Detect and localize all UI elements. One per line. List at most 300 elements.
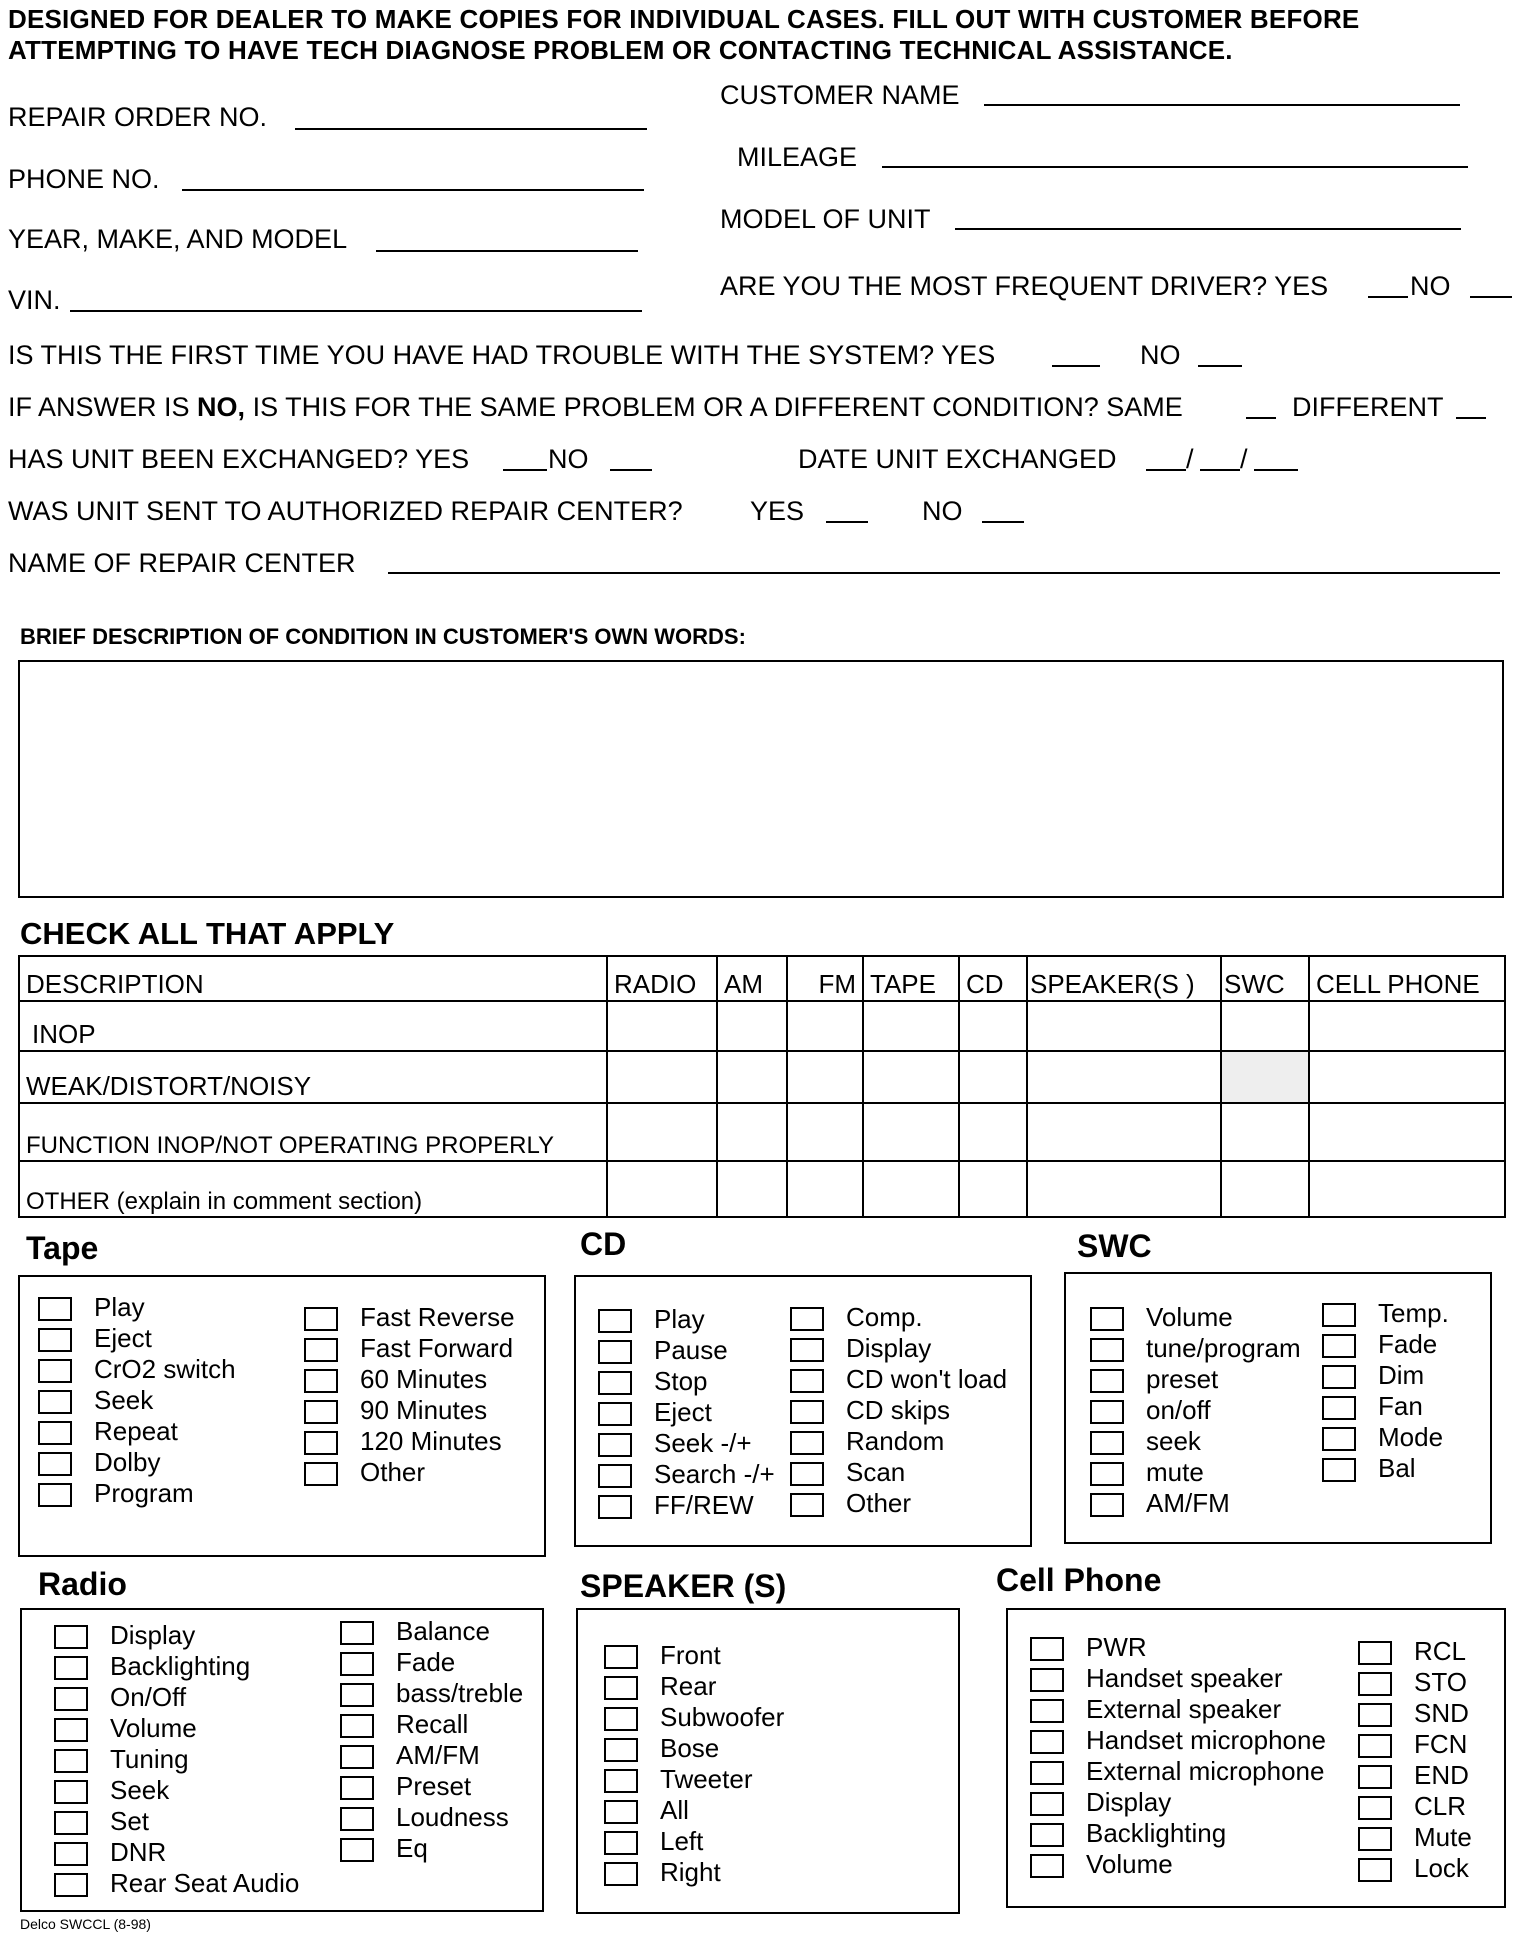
frequent-driver-no-label: NO bbox=[1410, 271, 1451, 301]
checkbox-label: Display bbox=[846, 1333, 932, 1363]
grid-cell[interactable] bbox=[787, 1161, 863, 1217]
form-code: Delco SWCCL (8-98) bbox=[20, 1916, 151, 1932]
col-description: DESCRIPTION bbox=[19, 956, 607, 1001]
grid-cell[interactable] bbox=[959, 1051, 1027, 1103]
checkbox-item-cell[interactable] bbox=[1030, 1694, 1281, 1724]
vin-label: VIN. bbox=[8, 285, 61, 315]
checkbox-item-speaker[interactable] bbox=[604, 1826, 703, 1856]
grid-cell[interactable] bbox=[1027, 1051, 1221, 1103]
checkbox-label: Play bbox=[654, 1304, 705, 1334]
date-slash-2: / bbox=[1240, 444, 1248, 474]
checkbox[interactable] bbox=[598, 1371, 632, 1395]
checkbox[interactable] bbox=[1358, 1641, 1392, 1665]
checkbox-item-swc[interactable] bbox=[1322, 1360, 1424, 1390]
checkbox-item-cell[interactable] bbox=[1030, 1849, 1173, 1879]
grid-cell[interactable] bbox=[1309, 1103, 1505, 1161]
checkbox-item-tape[interactable] bbox=[38, 1354, 236, 1384]
checkbox[interactable] bbox=[1358, 1796, 1392, 1820]
if-answer-prefix: IF ANSWER IS bbox=[8, 392, 190, 422]
problem-grid bbox=[18, 955, 1506, 1218]
grid-cell[interactable] bbox=[1027, 1103, 1221, 1161]
speaker-title: SPEAKER (S) bbox=[580, 1568, 787, 1604]
checkbox[interactable] bbox=[38, 1390, 72, 1414]
customer-name-field[interactable] bbox=[984, 104, 1460, 106]
checkbox-item-cd[interactable] bbox=[598, 1304, 705, 1334]
checkbox[interactable] bbox=[790, 1431, 824, 1455]
checkbox[interactable] bbox=[598, 1340, 632, 1364]
checkbox[interactable] bbox=[1090, 1338, 1124, 1362]
checkbox[interactable] bbox=[1090, 1307, 1124, 1331]
row-label-inop: INOP bbox=[19, 1001, 607, 1051]
checkbox-item-radio[interactable] bbox=[54, 1744, 189, 1774]
checkbox-item-cd[interactable] bbox=[790, 1364, 1007, 1394]
checkbox[interactable] bbox=[1030, 1823, 1064, 1847]
vin-field[interactable] bbox=[70, 310, 642, 312]
checkbox[interactable] bbox=[54, 1718, 88, 1742]
checkbox-item-tape[interactable] bbox=[38, 1385, 153, 1415]
checkbox[interactable] bbox=[1322, 1303, 1356, 1327]
checkbox-label: Display bbox=[110, 1620, 196, 1650]
checkbox-label: Bal bbox=[1378, 1453, 1416, 1483]
if-answer-line bbox=[8, 392, 1183, 423]
checkbox[interactable] bbox=[38, 1297, 72, 1321]
checkbox-item-swc[interactable] bbox=[1322, 1329, 1437, 1359]
checkbox[interactable] bbox=[1322, 1458, 1356, 1482]
checkbox-item-radio[interactable] bbox=[54, 1682, 186, 1712]
checkbox-item-swc[interactable] bbox=[1322, 1391, 1423, 1421]
repair-order-field[interactable] bbox=[295, 128, 647, 130]
table-row bbox=[19, 1103, 1505, 1161]
checkbox[interactable] bbox=[38, 1359, 72, 1383]
checkbox-item-radio[interactable] bbox=[340, 1802, 509, 1832]
checkbox-item-cd[interactable] bbox=[598, 1366, 708, 1396]
checkbox-item-speaker[interactable] bbox=[604, 1640, 721, 1670]
checkbox-label: Backlighting bbox=[1086, 1818, 1227, 1848]
checkbox-item-cd[interactable] bbox=[598, 1490, 754, 1520]
checkbox-item-swc[interactable] bbox=[1322, 1298, 1449, 1328]
checkbox[interactable] bbox=[38, 1483, 72, 1507]
checkbox[interactable] bbox=[38, 1452, 72, 1476]
checkbox-label: Other bbox=[846, 1488, 912, 1518]
exchanged-no-field[interactable] bbox=[610, 469, 652, 471]
checkbox[interactable] bbox=[604, 1676, 638, 1700]
checkbox-item-cell[interactable] bbox=[1358, 1853, 1469, 1883]
checkbox-item-speaker[interactable] bbox=[604, 1795, 689, 1825]
checkbox[interactable] bbox=[54, 1873, 88, 1897]
checkbox-label: Recall bbox=[396, 1709, 469, 1739]
checkbox-item-cd[interactable] bbox=[598, 1397, 712, 1427]
checkbox-item-radio[interactable] bbox=[54, 1868, 299, 1898]
checkbox-item-swc[interactable] bbox=[1322, 1422, 1443, 1452]
if-answer-no: NO, bbox=[197, 392, 246, 422]
checkbox-item-tape[interactable] bbox=[304, 1364, 487, 1394]
checkbox[interactable] bbox=[304, 1307, 338, 1331]
checkbox-label: External speaker bbox=[1086, 1694, 1282, 1724]
checkbox-item-cd[interactable] bbox=[790, 1488, 911, 1518]
checkbox-item-cd[interactable] bbox=[790, 1426, 944, 1456]
sent-repair-yes-label: YES bbox=[750, 496, 805, 526]
checkbox[interactable] bbox=[598, 1495, 632, 1519]
grid-cell[interactable] bbox=[717, 1001, 787, 1051]
checkbox-label: on/off bbox=[1146, 1395, 1211, 1425]
first-time-no-label: NO bbox=[1140, 340, 1181, 370]
first-time-yes-field[interactable] bbox=[1052, 365, 1100, 367]
grid-cell[interactable] bbox=[1221, 1161, 1309, 1217]
checkbox[interactable] bbox=[1358, 1827, 1392, 1851]
checkbox-label: DNR bbox=[110, 1837, 167, 1867]
checkbox[interactable] bbox=[790, 1400, 824, 1424]
checkbox[interactable] bbox=[1030, 1792, 1064, 1816]
checkbox-label: Display bbox=[1086, 1787, 1172, 1817]
checkbox[interactable] bbox=[340, 1714, 374, 1738]
checkbox-label: Front bbox=[660, 1640, 721, 1670]
checkbox-item-radio[interactable] bbox=[340, 1616, 490, 1646]
col-am: AM bbox=[717, 956, 787, 1001]
different-label: DIFFERENT bbox=[1292, 392, 1444, 422]
checkbox-label: Rear Seat Audio bbox=[110, 1868, 300, 1898]
date-year-field[interactable] bbox=[1254, 469, 1298, 471]
checkbox-label: Seek bbox=[94, 1385, 154, 1415]
table-row bbox=[19, 1161, 1505, 1217]
checkbox-label: Seek bbox=[110, 1775, 170, 1805]
checkbox[interactable] bbox=[54, 1811, 88, 1835]
grid-cell[interactable] bbox=[1221, 1001, 1309, 1051]
grid-cell[interactable] bbox=[863, 1161, 959, 1217]
grid-cell[interactable] bbox=[959, 1001, 1027, 1051]
checkbox[interactable] bbox=[340, 1683, 374, 1707]
checkbox-label: Right bbox=[660, 1857, 721, 1887]
same-field[interactable] bbox=[1246, 417, 1276, 419]
checkbox-item-radio[interactable] bbox=[54, 1775, 169, 1805]
grid-cell[interactable] bbox=[607, 1001, 717, 1051]
sent-repair-no-field[interactable] bbox=[982, 521, 1024, 523]
year-make-model-label: YEAR, MAKE, AND MODEL bbox=[8, 224, 348, 254]
checkbox-item-tape[interactable] bbox=[304, 1395, 487, 1425]
if-answer-rest: IS THIS FOR THE SAME PROBLEM OR A DIFFERENT CONDITION? SAME bbox=[252, 392, 1183, 422]
checkbox-label: Lock bbox=[1414, 1853, 1469, 1883]
checkbox[interactable] bbox=[304, 1400, 338, 1424]
checkbox-item-cell[interactable] bbox=[1358, 1791, 1466, 1821]
checkbox[interactable] bbox=[604, 1831, 638, 1855]
checkbox[interactable] bbox=[304, 1431, 338, 1455]
checkbox[interactable] bbox=[340, 1652, 374, 1676]
checkbox-label: SND bbox=[1414, 1698, 1469, 1728]
checkbox-item-radio[interactable] bbox=[54, 1713, 197, 1743]
checkbox[interactable] bbox=[1322, 1334, 1356, 1358]
checkbox-item-cell[interactable] bbox=[1358, 1729, 1467, 1759]
checkbox-item-cell[interactable] bbox=[1030, 1725, 1326, 1755]
checkbox-label: CD won't load bbox=[846, 1364, 1008, 1394]
checkbox[interactable] bbox=[1322, 1427, 1356, 1451]
date-day-field[interactable] bbox=[1200, 469, 1240, 471]
checkbox-item-cell[interactable] bbox=[1358, 1822, 1472, 1852]
sent-repair-label: WAS UNIT SENT TO AUTHORIZED REPAIR CENTER? bbox=[8, 496, 683, 526]
checkbox-item-cell[interactable] bbox=[1030, 1632, 1147, 1662]
checkbox-item-radio[interactable] bbox=[54, 1651, 250, 1681]
repair-center-field[interactable] bbox=[388, 572, 1500, 574]
checkbox-item-cell[interactable] bbox=[1030, 1663, 1283, 1693]
checkbox-item-cell[interactable] bbox=[1358, 1667, 1467, 1697]
checkbox[interactable] bbox=[54, 1749, 88, 1773]
exchanged-no-label: NO bbox=[548, 444, 589, 474]
checkbox-item-cell[interactable] bbox=[1358, 1698, 1469, 1728]
exchanged-label: HAS UNIT BEEN EXCHANGED? YES bbox=[8, 444, 470, 474]
checkbox-item-cell[interactable] bbox=[1030, 1818, 1226, 1848]
checkbox-item-cell[interactable] bbox=[1030, 1756, 1324, 1786]
checkbox-item-radio[interactable] bbox=[54, 1620, 195, 1650]
checkbox-item-swc[interactable] bbox=[1090, 1488, 1230, 1518]
checkbox-label: bass/treble bbox=[396, 1678, 524, 1708]
col-cd: CD bbox=[959, 956, 1027, 1001]
checkbox-item-swc[interactable] bbox=[1322, 1453, 1416, 1483]
checkbox-label: External microphone bbox=[1086, 1756, 1325, 1786]
checkbox-label: seek bbox=[1146, 1426, 1201, 1456]
checkbox[interactable] bbox=[304, 1462, 338, 1486]
checkbox[interactable] bbox=[790, 1462, 824, 1486]
checkbox-label: Dim bbox=[1378, 1360, 1425, 1390]
checkbox[interactable] bbox=[1030, 1699, 1064, 1723]
exchanged-yes-field[interactable] bbox=[503, 469, 547, 471]
checkbox-item-radio[interactable] bbox=[340, 1740, 480, 1770]
checkbox-label: CrO2 switch bbox=[94, 1354, 236, 1384]
col-tape: TAPE bbox=[863, 956, 959, 1001]
sent-repair-no-label: NO bbox=[922, 496, 963, 526]
checkbox-item-radio[interactable] bbox=[340, 1709, 468, 1739]
checkbox-label: Seek -/+ bbox=[654, 1428, 752, 1458]
checkbox[interactable] bbox=[790, 1307, 824, 1331]
checkbox[interactable] bbox=[1090, 1369, 1124, 1393]
checkbox[interactable] bbox=[1030, 1668, 1064, 1692]
checkbox[interactable] bbox=[1090, 1431, 1124, 1455]
checkbox-label: Mode bbox=[1378, 1422, 1444, 1452]
model-of-unit-field[interactable] bbox=[955, 228, 1461, 230]
checkbox[interactable] bbox=[38, 1328, 72, 1352]
checkbox[interactable] bbox=[598, 1433, 632, 1457]
col-speakers: SPEAKER(S ) bbox=[1027, 956, 1221, 1001]
checkbox-label: Bose bbox=[660, 1733, 720, 1763]
frequent-driver-label: ARE YOU THE MOST FREQUENT DRIVER? YES bbox=[720, 271, 1329, 301]
row-label-function: FUNCTION INOP/NOT OPERATING PROPERLY bbox=[19, 1103, 607, 1161]
checkbox[interactable] bbox=[604, 1862, 638, 1886]
checkbox[interactable] bbox=[1358, 1734, 1392, 1758]
checkbox-item-cell[interactable] bbox=[1030, 1787, 1171, 1817]
checkbox[interactable] bbox=[598, 1309, 632, 1333]
checkbox[interactable] bbox=[604, 1738, 638, 1762]
checkbox[interactable] bbox=[1358, 1858, 1392, 1882]
mileage-field[interactable] bbox=[882, 166, 1468, 168]
checkbox-item-tape[interactable] bbox=[38, 1478, 194, 1508]
grid-cell[interactable] bbox=[1221, 1103, 1309, 1161]
checkbox-label: Left bbox=[660, 1826, 704, 1856]
checkbox[interactable] bbox=[604, 1707, 638, 1731]
date-slash-1: / bbox=[1186, 444, 1194, 474]
checkbox-label: STO bbox=[1414, 1667, 1467, 1697]
checkbox[interactable] bbox=[790, 1338, 824, 1362]
checkbox-item-radio[interactable] bbox=[340, 1771, 471, 1801]
first-time-no-field[interactable] bbox=[1198, 365, 1242, 367]
checkbox[interactable] bbox=[1090, 1400, 1124, 1424]
checkbox-label: Search -/+ bbox=[654, 1459, 775, 1489]
header-line-1: DESIGNED FOR DEALER TO MAKE COPIES FOR INDIVIDUAL CASES. FILL OUT WITH CUSTOMER BEFORE bbox=[8, 4, 1360, 34]
grid-cell[interactable] bbox=[1027, 1161, 1221, 1217]
checkbox-item-tape[interactable] bbox=[38, 1323, 152, 1353]
checkbox-label: Scan bbox=[846, 1457, 906, 1487]
phone-field[interactable] bbox=[182, 189, 644, 191]
checkbox-item-swc[interactable] bbox=[1090, 1364, 1218, 1394]
checkbox-label: Balance bbox=[396, 1616, 490, 1646]
frequent-driver-yes-field[interactable] bbox=[1368, 296, 1408, 298]
checkbox-label: Pause bbox=[654, 1335, 728, 1365]
checkbox[interactable] bbox=[1030, 1730, 1064, 1754]
checkbox-label: Repeat bbox=[94, 1416, 178, 1446]
checkbox-item-swc[interactable] bbox=[1090, 1333, 1301, 1363]
grid-cell[interactable] bbox=[1309, 1051, 1505, 1103]
checkbox-item-radio[interactable] bbox=[340, 1647, 455, 1677]
checkbox-label: tune/program bbox=[1146, 1333, 1301, 1363]
checkbox[interactable] bbox=[604, 1645, 638, 1669]
checkbox-item-radio[interactable] bbox=[340, 1678, 523, 1708]
checkbox-item-speaker[interactable] bbox=[604, 1857, 721, 1887]
swc-title: SWC bbox=[1077, 1228, 1152, 1264]
grid-cell[interactable] bbox=[863, 1051, 959, 1103]
checkbox-label: Tuning bbox=[110, 1744, 189, 1774]
grid-cell[interactable] bbox=[863, 1001, 959, 1051]
check-heading: CHECK ALL THAT APPLY bbox=[20, 916, 395, 951]
checkbox[interactable] bbox=[1358, 1765, 1392, 1789]
checkbox-label: END bbox=[1414, 1760, 1469, 1790]
checkbox[interactable] bbox=[1358, 1672, 1392, 1696]
col-swc: SWC bbox=[1221, 956, 1309, 1001]
checkbox-item-swc[interactable] bbox=[1090, 1395, 1211, 1425]
checkbox-item-cd[interactable] bbox=[598, 1459, 775, 1489]
checkbox-label: Fan bbox=[1378, 1391, 1423, 1421]
checkbox[interactable] bbox=[38, 1421, 72, 1445]
checkbox[interactable] bbox=[790, 1493, 824, 1517]
repair-order-label: REPAIR ORDER NO. bbox=[8, 102, 268, 132]
grid-cell[interactable] bbox=[717, 1051, 787, 1103]
checkbox[interactable] bbox=[1358, 1703, 1392, 1727]
checkbox-label: Volume bbox=[1086, 1849, 1173, 1879]
checkbox-item-speaker[interactable] bbox=[604, 1702, 784, 1732]
checkbox[interactable] bbox=[54, 1687, 88, 1711]
checkbox-item-radio[interactable] bbox=[54, 1837, 166, 1867]
checkbox[interactable] bbox=[54, 1625, 88, 1649]
checkbox-item-tape[interactable] bbox=[38, 1416, 178, 1446]
checkbox[interactable] bbox=[1030, 1761, 1064, 1785]
checkbox[interactable] bbox=[304, 1369, 338, 1393]
checkbox-item-tape[interactable] bbox=[304, 1457, 425, 1487]
checkbox-label: Volume bbox=[1146, 1302, 1233, 1332]
checkbox-item-radio[interactable] bbox=[340, 1833, 428, 1863]
description-heading: BRIEF DESCRIPTION OF CONDITION IN CUSTOMER'S OWN WORDS: bbox=[20, 624, 746, 649]
checkbox-item-speaker[interactable] bbox=[604, 1764, 753, 1794]
checkbox-item-tape[interactable] bbox=[304, 1302, 515, 1332]
grid-cell[interactable] bbox=[607, 1103, 717, 1161]
checkbox-item-cd[interactable] bbox=[790, 1302, 923, 1332]
grid-cell[interactable] bbox=[787, 1103, 863, 1161]
checkbox-label: Rear bbox=[660, 1671, 717, 1701]
checkbox-item-tape[interactable] bbox=[38, 1292, 145, 1322]
table-row bbox=[19, 1051, 1505, 1103]
checkbox[interactable] bbox=[1090, 1462, 1124, 1486]
grid-cell[interactable] bbox=[787, 1001, 863, 1051]
checkbox-item-cell[interactable] bbox=[1358, 1636, 1466, 1666]
checkbox-item-cd[interactable] bbox=[598, 1428, 752, 1458]
checkbox[interactable] bbox=[340, 1776, 374, 1800]
checkbox-item-tape[interactable] bbox=[304, 1426, 502, 1456]
date-month-field[interactable] bbox=[1146, 469, 1186, 471]
checkbox[interactable] bbox=[1030, 1854, 1064, 1878]
checkbox[interactable] bbox=[598, 1464, 632, 1488]
different-field[interactable] bbox=[1456, 417, 1486, 419]
checkbox-item-speaker[interactable] bbox=[604, 1671, 716, 1701]
repair-center-label: NAME OF REPAIR CENTER bbox=[8, 548, 356, 578]
checkbox-item-speaker[interactable] bbox=[604, 1733, 719, 1763]
checkbox-item-cd[interactable] bbox=[790, 1333, 931, 1363]
frequent-driver-no-field[interactable] bbox=[1470, 296, 1512, 298]
checkbox-item-cell[interactable] bbox=[1358, 1760, 1469, 1790]
checkbox-item-swc[interactable] bbox=[1090, 1302, 1233, 1332]
grid-cell[interactable] bbox=[607, 1161, 717, 1217]
grid-cell[interactable] bbox=[959, 1103, 1027, 1161]
checkbox[interactable] bbox=[1322, 1365, 1356, 1389]
checkbox[interactable] bbox=[1322, 1396, 1356, 1420]
sent-repair-yes-field[interactable] bbox=[826, 521, 868, 523]
year-make-model-field[interactable] bbox=[376, 250, 638, 252]
grid-cell[interactable] bbox=[717, 1103, 787, 1161]
grid-cell[interactable] bbox=[1221, 1051, 1309, 1103]
grid-cell[interactable] bbox=[787, 1051, 863, 1103]
grid-cell[interactable] bbox=[607, 1051, 717, 1103]
checkbox-item-cd[interactable] bbox=[790, 1457, 905, 1487]
checkbox-item-swc[interactable] bbox=[1090, 1426, 1201, 1456]
checkbox[interactable] bbox=[604, 1800, 638, 1824]
grid-cell[interactable] bbox=[1309, 1001, 1505, 1051]
checkbox[interactable] bbox=[1090, 1493, 1124, 1517]
checkbox[interactable] bbox=[790, 1369, 824, 1393]
checkbox[interactable] bbox=[54, 1780, 88, 1804]
checkbox[interactable] bbox=[598, 1402, 632, 1426]
checkbox[interactable] bbox=[340, 1838, 374, 1862]
checkbox-item-tape[interactable] bbox=[38, 1447, 160, 1477]
checkbox[interactable] bbox=[1030, 1637, 1064, 1661]
checkbox-label: 120 Minutes bbox=[360, 1426, 502, 1456]
grid-cell[interactable] bbox=[717, 1161, 787, 1217]
checkbox[interactable] bbox=[340, 1807, 374, 1831]
checkbox-item-radio[interactable] bbox=[54, 1806, 149, 1836]
grid-cell[interactable] bbox=[1027, 1001, 1221, 1051]
checkbox-item-swc[interactable] bbox=[1090, 1457, 1204, 1487]
checkbox[interactable] bbox=[340, 1745, 374, 1769]
checkbox-label: Loudness bbox=[396, 1802, 509, 1832]
checkbox[interactable] bbox=[304, 1338, 338, 1362]
grid-cell[interactable] bbox=[863, 1103, 959, 1161]
checkbox[interactable] bbox=[54, 1656, 88, 1680]
checkbox[interactable] bbox=[54, 1842, 88, 1866]
table-row bbox=[19, 1001, 1505, 1051]
checkbox[interactable] bbox=[340, 1621, 374, 1645]
checkbox-label: mute bbox=[1146, 1457, 1204, 1487]
checkbox[interactable] bbox=[604, 1769, 638, 1793]
grid-cell[interactable] bbox=[959, 1161, 1027, 1217]
checkbox-item-cd[interactable] bbox=[790, 1395, 950, 1425]
checkbox-item-tape[interactable] bbox=[304, 1333, 513, 1363]
grid-cell[interactable] bbox=[1309, 1161, 1505, 1217]
checkbox-item-cd[interactable] bbox=[598, 1335, 728, 1365]
checkbox-label: Stop bbox=[654, 1366, 708, 1396]
description-textbox[interactable] bbox=[18, 660, 1504, 898]
col-radio: RADIO bbox=[607, 956, 717, 1001]
